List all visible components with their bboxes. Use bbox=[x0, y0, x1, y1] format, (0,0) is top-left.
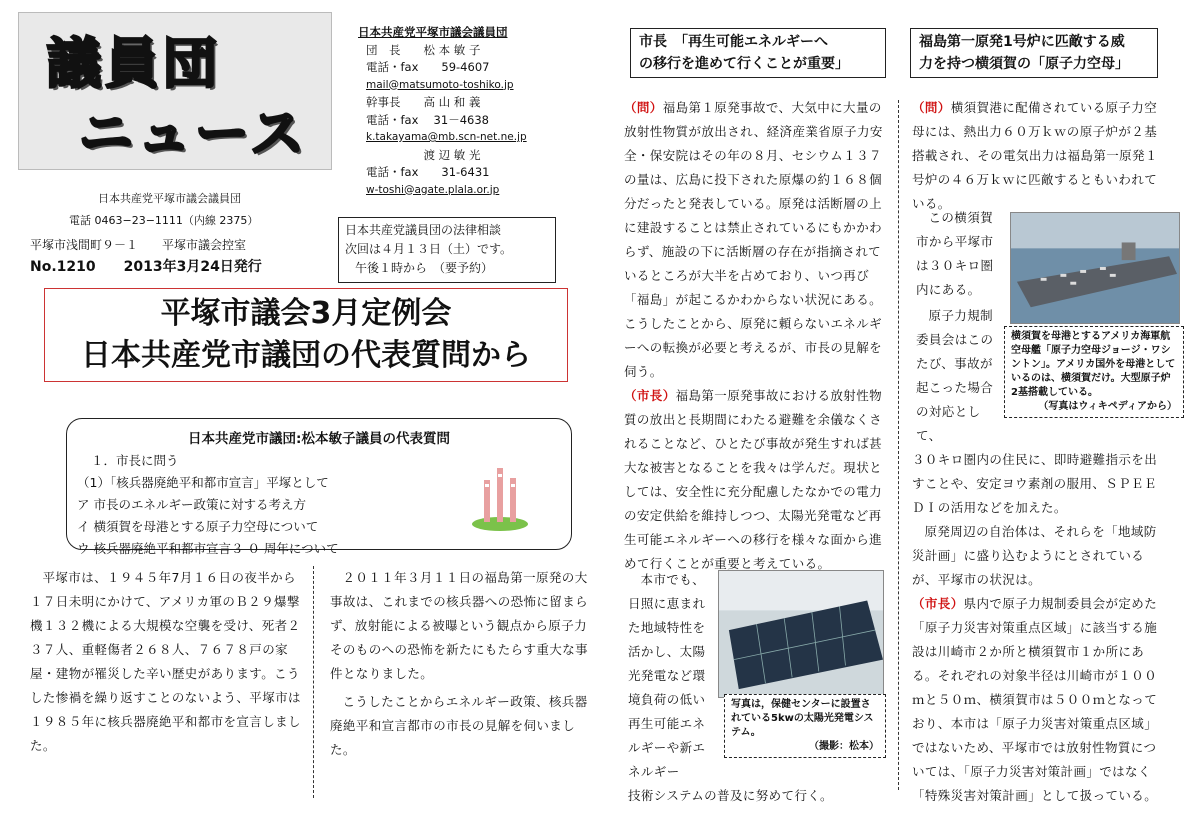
solar-caption-credit: （撮影：松本） bbox=[809, 741, 879, 752]
article2-p3: 原発周辺の自治体は、それらを「地域防災計画」に盛り込むようにとされているが、平塚市の状況は。 bbox=[912, 524, 1157, 587]
column-divider bbox=[313, 566, 314, 798]
main-headline bbox=[44, 288, 568, 382]
legal-consultation-box bbox=[338, 217, 556, 283]
logo-line1: 議員団 bbox=[47, 32, 221, 95]
article1-body bbox=[624, 96, 888, 576]
article2-title bbox=[910, 28, 1158, 78]
masthead-org: 日本共産党平塚市議会議員団 bbox=[98, 192, 241, 205]
solar-panel-photo bbox=[718, 570, 884, 698]
article2-body bbox=[912, 448, 1168, 808]
flower-illustration bbox=[470, 462, 530, 532]
article1-tail-text: 技術システムの普及に努めて行く。 bbox=[628, 788, 833, 803]
issue-number: No.1210 2013年3月24日発行 bbox=[30, 259, 262, 275]
question-item: イ 横須賀を母港とする原子力空母について bbox=[77, 519, 319, 534]
carrier-photo-caption bbox=[1004, 326, 1184, 418]
contact-line: 電話・fax 31－4638 bbox=[366, 112, 489, 127]
masthead-address: 平塚市浅間町９－１ 平塚市議会控室 bbox=[30, 238, 247, 252]
contact-list bbox=[358, 24, 527, 199]
intro-right-p1: ２０１１年３月１１日の福島第一原発の大事故は、これまでの核兵器への恐怖に留まらず、放射能による被曝という観点から原子力そのものへの恐怖を新たにもたらす重大な事件となりました。 bbox=[330, 570, 589, 681]
aircraft-carrier-photo bbox=[1010, 212, 1180, 324]
contact-line: 渡 辺 敏 光 bbox=[366, 147, 481, 162]
mayor-label: （市長） bbox=[624, 388, 676, 403]
contact-email-link[interactable]: mail@matsumoto-toshiko.jp bbox=[366, 78, 514, 91]
law-line: 午後１時から （要予約） bbox=[355, 261, 494, 275]
question-item: （1）「核兵器廃絶平和都市宣言」平塚として bbox=[77, 475, 329, 490]
question-label: （問） bbox=[624, 100, 663, 115]
intro-right bbox=[330, 566, 592, 762]
questions-title: 日本共産党市議団:松本敏子議員の代表質問 bbox=[188, 431, 450, 447]
mayor-label: （市長） bbox=[912, 596, 964, 611]
article2-question: 横須賀港に配備されている原子力空母には、熱出力６０万ｋｗの原子炉が２基搭載され、その電気出力は福島第一原発１号炉の４６万ｋｗに匹敵するともいわれている。 bbox=[912, 100, 1158, 211]
contact-heading: 日本共産党平塚市議会議員団 bbox=[358, 25, 508, 39]
carrier-caption-text: 横須賀を母港とするアメリカ海軍航空母艦「原子力空母ジョージ・ワシントン」。アメリカ国外を母港としているのは、横須賀だけ。大型原子炉2基搭載している。 bbox=[1011, 331, 1176, 398]
logo-line2: ニュース bbox=[79, 102, 309, 165]
intro-left-text: 平塚市は、１９４５年7月１６日の夜半から１７日未明にかけて、アメリカ軍のＢ２９爆撃機１３２機による大規模な空襲を受け、死者２３７人、重軽傷者２６８人、７６７８戸の家屋・建物が罹災した辛い歴史があります。こうした惨禍を繰り返すことのないよう、平塚市は１９８５年に核兵器廃絶平和都市を宣言しました。 bbox=[30, 570, 301, 753]
article2-question-block bbox=[912, 96, 1168, 216]
law-line: 次回は４月１３日（土）です。 bbox=[345, 242, 513, 256]
intro-right-p2: こうしたことからエネルギー政策、核兵器廃絶平和宣言都市の市長の見解を伺いました。 bbox=[330, 694, 588, 757]
article1-narrow-text: 本市でも、日照に恵まれた地域特性を活かし、太陽光発電など環境負荷の低い再生可能エネルギーや新エネルギー bbox=[628, 572, 706, 779]
article2-narrow-p2: 原子力規制委員会はこのたび、事故が起こった場合の対応として、 bbox=[916, 308, 994, 443]
article1-title-line2: の移行を進めて行くことが重要」 bbox=[639, 56, 849, 72]
article2-p2-rest: ３０キロ圏内の住民に、即時避難指示を出すことや、安定ヨウ素剤の服用、ＳＰＥＥＤＩの活用などを加えた。 bbox=[912, 452, 1158, 515]
question-item: ウ 核兵器廃絶平和都市宣言３ ０ 周年について bbox=[77, 541, 339, 556]
question-label: （問） bbox=[912, 100, 951, 115]
article2-answer: 県内で原子力規制委員会が定めた「原子力災害対策重点区域」に該当する施設は川崎市２か所と横須賀市１か所にある。それぞれの対象半径は川崎市が１００ｍと５０ｍ、横須賀市は５００ｍとなっており、本市は「原子力災害対策重点区域」ではないため、平塚市では放射性物質については、「原子力災害対策計画」ではなく「特殊災害対策計画」として扱っている。 bbox=[912, 596, 1158, 803]
column-divider bbox=[898, 100, 899, 790]
carrier-caption-credit: （写真はウィキペディアから） bbox=[1038, 401, 1177, 412]
article1-question: 福島第１原発事故で、大気中に大量の放射性物質が放出され、経済産業省原子力安全・保安院はその年の８月、セシウム１３７の量は、広島に投下された原爆の約１６８個分だったと発表している。原発は活断層の上に建設することは禁止されているにもかかわらず、施設の下に活断層の存在が指摘されているところが大半を占めており、いつ再び「福島」が起こるかわからない状況にある。こうしたことから、原発に頼らないエネルギーへの転換が必要と考えるが、市長の見解を伺う。 bbox=[624, 100, 883, 379]
headline-line2: 日本共産党市議団の代表質問から bbox=[81, 338, 531, 373]
contact-email-link[interactable]: k.takayama@mb.scn-net.ne.jp bbox=[366, 131, 527, 143]
solar-caption-text: 写真は，保健センターに設置されている5kwの太陽光発電システム。 bbox=[731, 699, 874, 738]
contact-line: 電話・fax 31-6431 bbox=[366, 165, 490, 179]
contact-line: 団 長 松 本 敏 子 bbox=[366, 42, 481, 57]
article1-answer: 福島第一原発事故における放射性物質の放出と長期間にわたる避難を余儀なくされることなど、ひとたび事故が発生すれば甚大な被害となることを我々は学んだ。現状としては、安全性に充分配慮したなかでの電力の安定供給を維持しつつ、太陽光発電など再生可能エネルギーへの移行を様々な面から進めて行くことが重要と考えている。 bbox=[624, 388, 883, 571]
question-item: １．市長に問う bbox=[91, 453, 179, 468]
masthead-tel: 電話 0463−23−1111（内線 2375） bbox=[69, 214, 259, 227]
contact-line: 電話・fax 59-4607 bbox=[366, 60, 490, 74]
article2-title-line2: 力を持つ横須賀の「原子力空母」 bbox=[919, 56, 1129, 72]
article1-title-line1: 市長 「再生可能エネルギーへ bbox=[639, 34, 828, 50]
article1-title bbox=[630, 28, 886, 78]
masthead-logo bbox=[18, 12, 332, 170]
article2-title-line1: 福島第一原発1号炉に匹敵する威 bbox=[919, 34, 1125, 50]
headline-line1: 平塚市議会3月定例会 bbox=[160, 296, 452, 331]
article2-narrow-p1: この横須賀市から平塚市は３０キロ圏内にある。 bbox=[916, 210, 994, 297]
solar-photo-caption bbox=[724, 694, 886, 758]
contact-line: 幹事長 高 山 和 義 bbox=[366, 95, 481, 109]
question-item: ア 市長のエネルギー政策に対する考え方 bbox=[77, 497, 306, 512]
law-title: 日本共産党議員団の法律相談 bbox=[345, 223, 502, 237]
contact-email-link[interactable]: w-toshi@agate.plala.or.jp bbox=[366, 183, 500, 196]
